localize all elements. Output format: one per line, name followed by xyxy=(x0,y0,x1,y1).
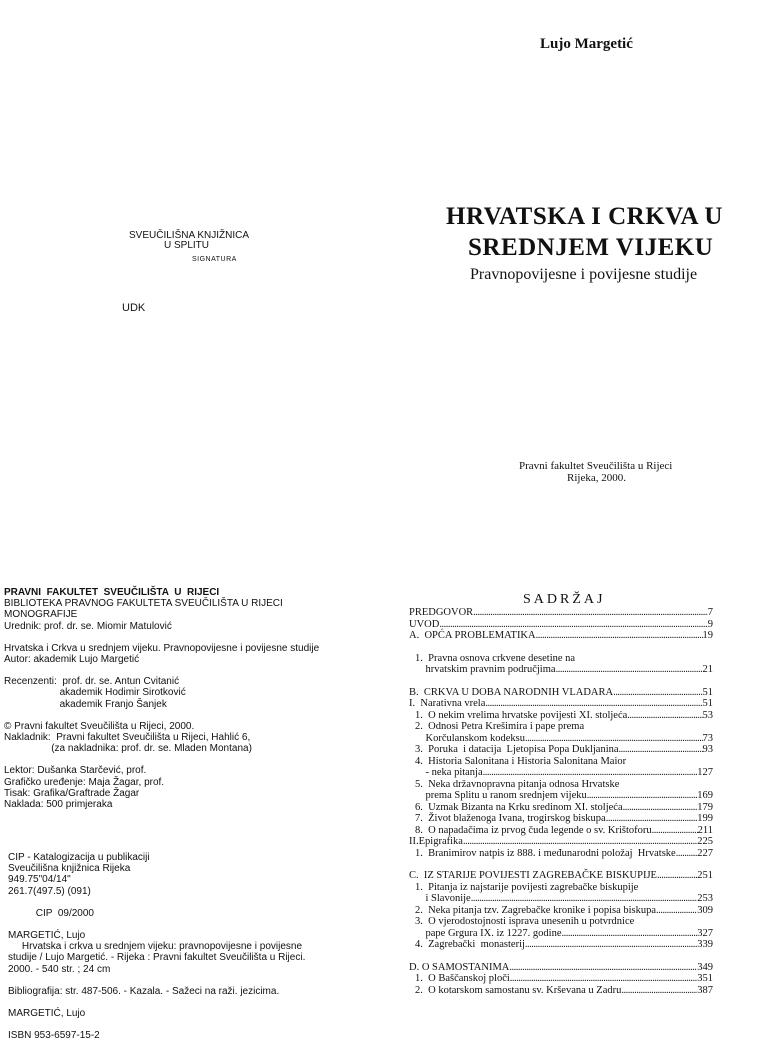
toc-entry xyxy=(409,813,713,825)
toc-entry-page: 179 xyxy=(697,801,713,813)
toc-leader-dots xyxy=(587,790,697,802)
toc-entry-page: 227 xyxy=(697,847,713,859)
toc-entry-page: 253 xyxy=(697,893,713,904)
toc-entry xyxy=(409,687,713,699)
cip-line: MARGETIĆ, Lujo xyxy=(8,930,86,942)
toc-leader-dots xyxy=(621,985,697,997)
toc-entry-page: 349 xyxy=(697,961,713,973)
toc-entry-title: 5. Neka državnopravna pitanja odnosa Hrvatske xyxy=(415,778,620,790)
toc-entry-page: 211 xyxy=(697,824,713,836)
line-gap xyxy=(4,754,324,765)
colophon-line: akademik Hodimir Sirotković xyxy=(4,687,186,699)
line-gap xyxy=(4,632,324,643)
cip-line: Bibliografija: str. 487-506. - Kazala. - Sažeci na raži. jezicima. xyxy=(8,985,280,997)
toc-entry-page: 251 xyxy=(697,870,713,881)
toc-entry xyxy=(409,607,713,619)
cip-line: studije / Lujo Margetić. - Rijeka : Pravni fakultet Sveučilišta u Rijeci. xyxy=(8,952,306,964)
cip-line: 261.7(497.5) (091) xyxy=(8,885,91,897)
toc-entry-title: 2. Neka pitanja tzv. Zagrebačke kronike i popisa biskupa xyxy=(415,904,657,916)
author-name: Lujo Margetić xyxy=(540,36,633,52)
toc-entry xyxy=(409,790,713,802)
colophon-line: © Pravni fakultet Sveučilišta u Rijeci, 2000. xyxy=(4,720,195,732)
toc-leader-dots xyxy=(463,836,697,848)
toc-entry-page: 169 xyxy=(697,790,713,801)
toc-entry-page: 93 xyxy=(702,744,713,755)
toc-entry-title: 3. O vjerodostojnosti isprava unesenih u potvrdnice xyxy=(415,916,635,927)
toc-entry-title: hrvatskim pravnim područjima xyxy=(415,664,556,675)
toc-entry-title: I. Narativna vrela xyxy=(409,698,486,709)
toc-leader-dots xyxy=(536,630,703,642)
line-gap xyxy=(4,665,324,676)
toc-entry xyxy=(409,779,713,791)
cip-line: MARGETIĆ, Lujo xyxy=(8,1008,86,1020)
toc-entry xyxy=(409,973,713,985)
toc-leader-dots xyxy=(652,825,698,837)
toc-entry-page: 21 xyxy=(702,664,713,675)
toc-entry-title: C. IZ STARIJE POVIJESTI ZAGREBAČKE BISKUPIJE xyxy=(409,870,657,881)
toc-leader-dots xyxy=(525,733,703,745)
toc-entry-page: 73 xyxy=(702,732,713,744)
toc-leader-dots xyxy=(656,905,697,917)
toc-entry-page: 127 xyxy=(697,767,713,778)
toc-entry-title: UVOD xyxy=(409,618,440,630)
colophon-line: PRAVNI FAKULTET SVEUČILIŠTA U RIJECI xyxy=(4,587,220,598)
cip-line: CIP - Katalogizacija u publikaciji xyxy=(8,852,150,863)
line-gap xyxy=(8,897,328,908)
toc-entry-title: PREDGOVOR xyxy=(409,607,474,618)
toc-entry xyxy=(409,985,713,997)
toc-entry-page: 339 xyxy=(697,939,713,950)
toc-entry xyxy=(409,825,713,837)
toc-entry xyxy=(409,893,713,905)
colophon xyxy=(4,587,324,810)
toc-leader-dots xyxy=(613,687,702,699)
line-gap xyxy=(8,975,328,986)
cip-line: Sveučilišna knjižnica Rijeka xyxy=(8,863,131,875)
cip-line: CIP 09/2000 xyxy=(8,907,94,919)
toc-entry-title: 6. Uzmak Bizanta na Krku sredinom XI. stoljeća xyxy=(415,801,623,813)
library-stamp-line-2: U SPLITU xyxy=(164,240,210,251)
toc-leader-dots xyxy=(525,939,697,951)
toc-entry-page: 53 xyxy=(702,709,713,721)
toc-entry xyxy=(409,836,713,848)
toc-leader-dots xyxy=(485,698,702,710)
toc-entry-title: 1. Pitanja iz najstarije povijesti zagrebačke biskupije xyxy=(415,881,639,893)
colophon-line: Lektor: Dušanka Starčević, prof. xyxy=(4,765,147,777)
toc-leader-dots xyxy=(619,744,703,756)
colophon-line: Nakladnik: Pravni fakultet Sveučilišta u Rijeci, Hahlić 6, xyxy=(4,732,251,744)
toc-leader-dots xyxy=(510,973,697,985)
cip-line: 949.75"04/14" xyxy=(8,874,71,886)
toc-entry-title: 1. O nekim vrelima hrvatske povijesti XI. stoljeća xyxy=(415,709,628,721)
toc-entry xyxy=(409,916,713,928)
toc-leader-dots xyxy=(623,802,698,814)
toc-leader-dots xyxy=(471,893,698,905)
toc-entry-title: 1. Branimirov natpis iz 888. i međunarodni položaj Hrvatske xyxy=(415,847,676,859)
toc-entry xyxy=(409,802,713,814)
colophon-line: Naklada: 500 primjeraka xyxy=(4,799,113,811)
toc-entry-title: 3. Poruka i datacija Ljetopisa Popa Dukljanina xyxy=(415,744,619,755)
toc-entry xyxy=(409,848,713,860)
toc-entry-title: 1. O Baščanskoj ploči xyxy=(415,973,510,984)
toc-entry xyxy=(409,962,713,974)
toc-entry xyxy=(409,664,713,676)
toc-leader-dots xyxy=(627,710,702,722)
line-gap xyxy=(8,1019,328,1030)
colophon-line: Recenzenti: prof. dr. se. Antun Cvitanić xyxy=(4,676,180,688)
toc-entry xyxy=(409,870,713,882)
toc-entry-title: B. CRKVA U DOBA NARODNIH VLADARA xyxy=(409,686,614,698)
toc-entry-page: 7 xyxy=(707,607,713,618)
line-gap xyxy=(8,997,328,1008)
toc-entry-page: 199 xyxy=(697,813,713,824)
toc-leader-dots xyxy=(483,767,698,779)
toc-entry xyxy=(409,653,713,665)
toc-entry-title: Korčulanskom kodeksu xyxy=(415,732,525,744)
toc-entry-title: i Slavonije xyxy=(415,893,471,904)
toc-entry-page: 9 xyxy=(707,618,713,630)
toc-entry-title: prema Splitu u ranom srednjem vijeku xyxy=(415,790,587,801)
toc-entry-page: 19 xyxy=(702,630,713,641)
toc-entry-title: 2. O kotarskom samostanu sv. Krševana u Zadru xyxy=(415,984,622,996)
toc-entry-title: D. O SAMOSTANIMA xyxy=(409,961,510,973)
toc-entry-page: 51 xyxy=(702,686,713,698)
udk-label: UDK xyxy=(122,302,146,314)
publication-place-year: Rijeka, 2000. xyxy=(567,472,626,484)
toc-entry-title: II.Epigrafika xyxy=(409,836,463,847)
toc-entry-title: - neka pitanja xyxy=(415,767,483,778)
toc-entry-title: pape Grgura IX. iz 1227. godine xyxy=(415,927,562,939)
colophon-line: akademik Franjo Šanjek xyxy=(4,698,167,710)
cip-line: ISBN 953-6597-15-2 xyxy=(8,1030,100,1041)
toc-leader-dots xyxy=(473,607,708,619)
signatura-label: SIGNATURA xyxy=(192,256,237,263)
toc-leader-dots xyxy=(606,813,698,825)
toc-entry-title: 4. Historia Salonitana i Historia Salonitana Maior xyxy=(415,755,627,767)
toc-entry-title: 1. Pravna osnova crkvene desetine na xyxy=(415,652,576,664)
toc-leader-dots xyxy=(676,848,698,860)
publisher-name: Pravni fakultet Sveučilišta u Rijeci xyxy=(519,460,673,472)
colophon-line: Tisak: Grafika/Graftrade Žagar xyxy=(4,787,140,799)
toc-entry-page: 309 xyxy=(697,904,713,916)
cip-line: 2000. - 540 str. ; 24 cm xyxy=(8,963,111,975)
toc-entry-title: 4. Zagrebački monasterij xyxy=(415,939,525,950)
colophon-line: MONOGRAFIJE xyxy=(4,609,78,621)
toc-leader-dots xyxy=(509,962,697,974)
toc-entry-title: 2. Odnosi Petra Krešimira i pape prema xyxy=(415,721,585,732)
toc-entry xyxy=(409,882,713,894)
colophon-line: Grafičko uređenje: Maja Žagar, prof. xyxy=(4,776,165,788)
book-title-line-1: HRVATSKA I CRKVA U xyxy=(446,203,723,230)
toc-entry xyxy=(409,767,713,779)
toc-entry xyxy=(409,744,713,756)
toc-leader-dots xyxy=(657,870,697,882)
book-subtitle: Pravnopovijesne i povijesne studije xyxy=(470,266,698,283)
colophon-line: Urednik: prof. dr. se. Miomir Matulović xyxy=(4,620,172,632)
table-of-contents xyxy=(409,607,713,996)
library-stamp-line-1: SVEUČILIŠNA KNJIŽNICA xyxy=(129,230,250,241)
toc-entry-page: 327 xyxy=(697,927,713,939)
colophon-line: BIBLIOTEKA PRAVNOG FAKULTETA SVEUČILIŠTA U RIJECI xyxy=(4,598,283,610)
line-gap xyxy=(8,919,328,930)
colophon-line: Hrvatska i Crkva u srednjem vijeku. Pravnopovijesne i povijesne studije xyxy=(4,642,320,654)
toc-entry xyxy=(409,630,713,642)
cip-record xyxy=(8,852,328,1041)
toc-gap xyxy=(409,859,713,870)
toc-entry-page: 51 xyxy=(702,698,713,709)
toc-leader-dots xyxy=(561,928,697,940)
toc-entry xyxy=(409,721,713,733)
toc-entry xyxy=(409,939,713,951)
toc-heading: SADRŽAJ xyxy=(523,592,606,607)
toc-entry-title: A. OPĆA PROBLEMATIKA xyxy=(409,630,536,641)
toc-entry-page: 225 xyxy=(697,836,713,847)
toc-entry-title: 7. Život blaženoga Ivana, trogirskog biskupa xyxy=(415,813,606,824)
colophon-line: Autor: akademik Lujo Margetić xyxy=(4,654,140,666)
toc-gap xyxy=(409,951,713,962)
toc-gap xyxy=(409,676,713,687)
toc-entry xyxy=(409,698,713,710)
cip-line: Hrvatska i crkva u srednjem vijeku: pravnopovijesne i povijesne xyxy=(8,941,303,953)
book-title-line-2: SREDNJEM VIJEKU xyxy=(468,234,714,261)
toc-entry-title: 8. O napadačima iz prvog čuda legende o sv. Krištoforu xyxy=(415,824,652,836)
toc-entry xyxy=(409,733,713,745)
toc-leader-dots xyxy=(439,619,707,631)
toc-entry xyxy=(409,756,713,768)
toc-entry xyxy=(409,928,713,940)
toc-entry xyxy=(409,905,713,917)
toc-gap xyxy=(409,642,713,653)
toc-entry xyxy=(409,619,713,631)
colophon-line: (za nakladnika: prof. dr. se. Mladen Montana) xyxy=(4,743,252,755)
toc-leader-dots xyxy=(556,664,703,676)
toc-entry-page: 351 xyxy=(697,973,713,984)
toc-entry xyxy=(409,710,713,722)
line-gap xyxy=(4,710,324,721)
toc-entry-page: 387 xyxy=(697,984,713,996)
